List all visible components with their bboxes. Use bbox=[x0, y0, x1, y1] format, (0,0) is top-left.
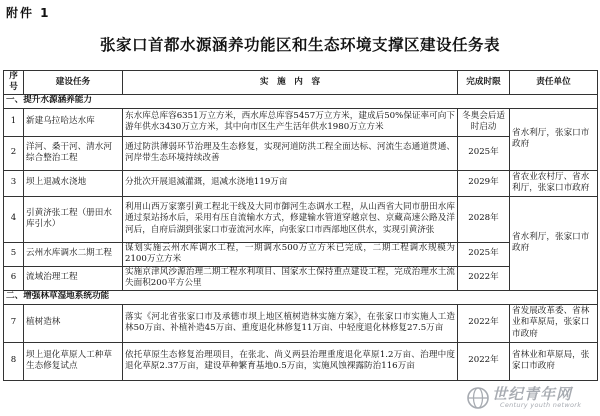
row-content: 谋划实施云州水库调水工程，一期调水500万立方米已完成，二期工程调水规模为2100万立方米 bbox=[123, 242, 458, 266]
attachment-label: 附件 1 bbox=[6, 6, 51, 20]
table-row bbox=[4, 196, 598, 242]
row-number: 8 bbox=[4, 342, 24, 380]
row-unit: 省水利厅，张家口市政府 bbox=[510, 196, 598, 290]
row-deadline: 冬奥会后适时启动 bbox=[458, 108, 510, 136]
table-row bbox=[4, 304, 598, 342]
row-task: 云州水库调水二期工程 bbox=[24, 242, 123, 266]
row-deadline: 2028年 bbox=[458, 196, 510, 242]
section-row bbox=[4, 290, 598, 304]
table-row bbox=[4, 136, 598, 170]
row-number: 4 bbox=[4, 196, 24, 242]
row-content: 依托草原生态修复治理项目，在张北、尚义两县治理重度退化草原1.2万亩、治理中度退化草原2.37万亩，建设草种繁育基地0.5万亩，实施风蚀裸露防治116万亩 bbox=[123, 342, 458, 380]
table-row bbox=[4, 170, 598, 196]
row-deadline: 2025年 bbox=[458, 242, 510, 266]
row-task: 植树造林 bbox=[24, 304, 123, 342]
task-table bbox=[3, 70, 598, 381]
row-deadline: 2022年 bbox=[458, 304, 510, 342]
col-header-deadline: 完成时限 bbox=[458, 71, 510, 95]
row-content: 落实《河北省张家口市及承德市坝上地区植树造林实施方案》，在张家口市实施人工造林50万亩、补植补造45万亩、重度退化林修复11万亩、中轻度退化林修复27.5万亩 bbox=[123, 304, 458, 342]
row-content: 实施京津风沙源治理二期工程水利项目、国家水土保持重点建设工程，完成治理水土流失面积200平方公里 bbox=[123, 266, 458, 290]
row-deadline: 2022年 bbox=[458, 342, 510, 380]
row-unit: 省农业农村厅、省水利厅，张家口市政府 bbox=[510, 170, 598, 196]
section-title: 一、提升水源涵养能力 bbox=[4, 94, 598, 108]
row-number: 6 bbox=[4, 266, 24, 290]
section-row bbox=[4, 94, 598, 108]
row-number: 7 bbox=[4, 304, 24, 342]
watermark-title: 世纪青年网 bbox=[492, 385, 573, 403]
col-header-task: 建设任务 bbox=[24, 71, 123, 95]
table-row bbox=[4, 108, 598, 136]
col-header-unit: 责任单位 bbox=[510, 71, 598, 95]
row-deadline: 2022年 bbox=[458, 266, 510, 290]
page-title: 张家口首都水源涵养功能区和生态环境支撑区建设任务表 bbox=[99, 36, 500, 54]
col-header-content: 实 施 内 容 bbox=[123, 71, 458, 95]
row-content: 利用山西万家寨引黄工程北干线及大同市御河生态调水工程，从山西省大同市册田水库通过泵站扬水后，采用有压自流输水方式，修建输水管道穿越京包、京藏高速公路及洋河后，自府后湖到张家口市壶流河水库，向张家口市西部地区供水，实现引黄济张 bbox=[123, 196, 458, 242]
row-unit: 省发展改革委、省林业和草原局，张家口市政府 bbox=[510, 304, 598, 342]
watermark-subtitle: Century youth network bbox=[500, 401, 582, 409]
row-deadline: 2025年 bbox=[458, 136, 510, 170]
row-task: 洋河、桑干河、清水河综合整治工程 bbox=[24, 136, 123, 170]
row-number: 3 bbox=[4, 170, 24, 196]
globe-logo-icon bbox=[466, 386, 490, 410]
section-title: 二、增强林草湿地系统功能 bbox=[4, 290, 598, 304]
row-content: 通过防洪薄弱环节治理及生态修复，实现河道防洪工程全面达标、河流生态通道贯通、河岸带生态环境持续改善 bbox=[123, 136, 458, 170]
row-number: 2 bbox=[4, 136, 24, 170]
row-deadline: 2029年 bbox=[458, 170, 510, 196]
row-unit: 省林业和草原局，张家口市政府 bbox=[510, 342, 598, 380]
table-row bbox=[4, 242, 598, 266]
row-task: 流域治理工程 bbox=[24, 266, 123, 290]
table-header-row bbox=[4, 71, 598, 95]
row-task: 引黄济张工程（册田水库引水） bbox=[24, 196, 123, 242]
row-unit: 省水利厅，张家口市政府 bbox=[510, 108, 598, 170]
row-content: 分批次开展退減灌溉，退减水浇地119万亩 bbox=[123, 170, 458, 196]
row-task: 坝上退化草原人工种草生态修复试点 bbox=[24, 342, 123, 380]
row-task: 新建乌拉哈达水库 bbox=[24, 108, 123, 136]
table-row bbox=[4, 266, 598, 290]
row-number: 1 bbox=[4, 108, 24, 136]
row-content: 东水库总库容6351万立方米，西水库总库容5457万立方米，建成后50%保证率可向下游年供水3430万立方米，其中向市区生产生活年供水1980万立方米 bbox=[123, 108, 458, 136]
row-number: 5 bbox=[4, 242, 24, 266]
col-header-no: 序号 bbox=[4, 71, 24, 95]
table-row bbox=[4, 342, 598, 380]
row-task: 坝上退减水浇地 bbox=[24, 170, 123, 196]
watermark bbox=[466, 382, 594, 412]
